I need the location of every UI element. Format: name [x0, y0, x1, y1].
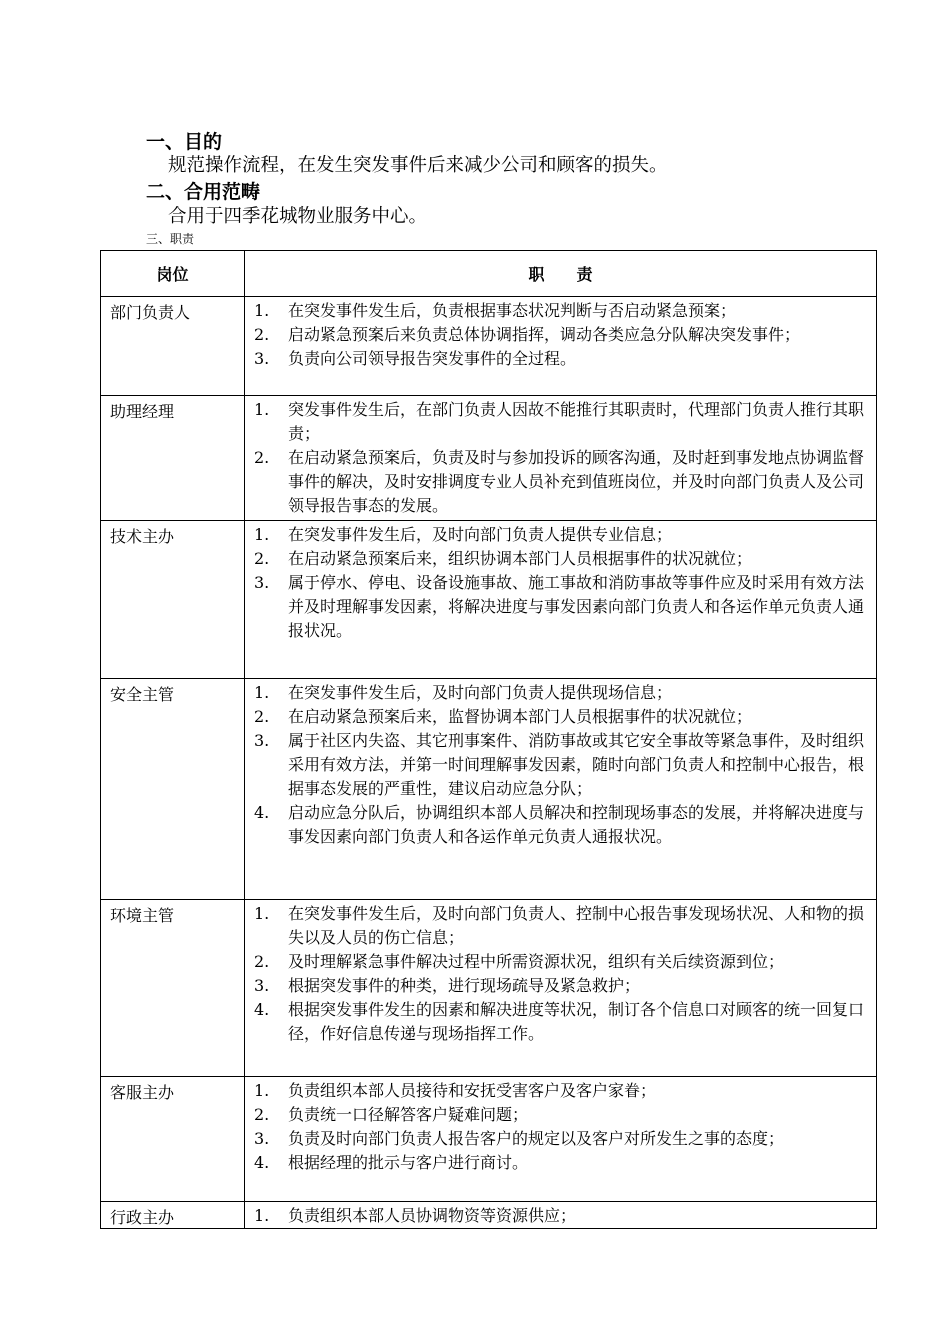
- section-1-text: 规范操作流程，在发生突发事件后来减少公司和顾客的损失。: [168, 155, 668, 176]
- list-item: 1. 在突发事件发生后，负责根据事态状况判断与否启动紧急预案；: [254, 301, 737, 320]
- list-item: 1. 负责组织本部人员接待和安抚受害客户及客户家眷；: [254, 1081, 657, 1100]
- duties-table: [100, 250, 877, 1229]
- position-cell: 环境主管: [101, 900, 245, 1077]
- table-row: [101, 396, 877, 521]
- position-cell: 安全主管: [101, 679, 245, 900]
- list-item: 3. 负责及时向部门负责人报告客户的规定以及客户对所发生之事的态度；: [254, 1129, 785, 1148]
- list-item: 2. 在启动紧急预案后，负责及时与参加投诉的顾客沟通，及时赶到事发地点协调监督事件的解决，及时安排调度专业人员补充到值班岗位，并及时向部门负责人及公司领导报告事态的发展。: [254, 448, 865, 515]
- section-3-title: 三、职责: [146, 232, 195, 246]
- list-item: 2. 启动紧急预案后来负责总体协调指挥，调动各类应急分队解决突发事件；: [254, 325, 801, 344]
- list-item: 4. 根据突发事件发生的因素和解决进度等状况，制订各个信息口对顾客的统一回复口径，作好信息传递与现场指挥工作。: [254, 1000, 865, 1043]
- list-item: 3. 根据突发事件的种类，进行现场疏导及紧急救护；: [254, 976, 641, 995]
- duties-list: [254, 1079, 868, 1175]
- list-item: 1. 在突发事件发生后，及时向部门负责人提供现场信息；: [254, 683, 673, 702]
- list-item: 2. 负责统一口径解答客户疑难问题；: [254, 1105, 529, 1124]
- position-cell: 部门负责人: [101, 297, 245, 396]
- table-row: [101, 1077, 877, 1202]
- table-row: [101, 900, 877, 1077]
- list-item: 1. 在突发事件发生后，及时向部门负责人提供专业信息；: [254, 525, 673, 544]
- list-item: 3. 负责向公司领导报告突发事件的全过程。: [254, 349, 577, 368]
- table-row: [101, 679, 877, 900]
- duties-cell: [245, 679, 877, 900]
- duties-list: [254, 398, 868, 518]
- duties-list: [254, 523, 868, 643]
- duties-cell: [245, 1202, 877, 1229]
- list-item: 2. 在启动紧急预案后来，监督协调本部门人员根据事件的状况就位；: [254, 707, 753, 726]
- list-item: 4. 启动应急分队后，协调组织本部人员解决和控制现场事态的发展，并将解决进度与事发因素向部门负责人和各运作单元负责人通报状况。: [254, 803, 865, 846]
- section-2-text: 合用于四季花城物业服务中心。: [168, 206, 428, 227]
- list-item: 1. 负责组织本部人员协调物资等资源供应；: [254, 1206, 577, 1225]
- list-item: 1. 突发事件发生后，在部门负责人因故不能推行其职责时，代理部门负责人推行其职责；: [254, 400, 865, 443]
- table-row: [101, 297, 877, 396]
- duties-list: [254, 681, 868, 849]
- table-header-row: [101, 251, 877, 297]
- duties-cell: [245, 297, 877, 396]
- position-cell: 技术主办: [101, 521, 245, 679]
- position-cell: 客服主办: [101, 1077, 245, 1202]
- position-cell: 助理经理: [101, 396, 245, 521]
- duties-list: [254, 299, 868, 371]
- list-item: 1. 在突发事件发生后，及时向部门负责人、控制中心报告事发现场状况、人和物的损失以及人员的伤亡信息；: [254, 904, 865, 947]
- table-row: [101, 1202, 877, 1229]
- section-1-title: 一、目的: [146, 131, 223, 153]
- list-item: 2. 在启动紧急预案后来，组织协调本部门人员根据事件的状况就位；: [254, 549, 753, 568]
- duties-cell: [245, 521, 877, 679]
- duties-list: [254, 902, 868, 1046]
- header-position: 岗位: [101, 251, 245, 297]
- duties-cell: [245, 900, 877, 1077]
- position-cell: 行政主办: [101, 1202, 245, 1229]
- list-item: 3. 属于停水、停电、设备设施事故、施工事故和消防事故等事件应及时采用有效方法并及时理解事发因素，将解决进度与事发因素向部门负责人和各运作单元负责人通报状况。: [254, 573, 865, 640]
- list-item: 3. 属于社区内失盗、其它刑事案件、消防事故或其它安全事故等紧急事件，及时组织采用有效方法，并第一时间理解事发因素，随时向部门负责人和控制中心报告，根据事态发展的严重性，建议启动应急分队；: [254, 731, 865, 798]
- table-row: [101, 521, 877, 679]
- duties-cell: [245, 396, 877, 521]
- header-duties: 职 责: [245, 251, 877, 297]
- section-2-title: 二、合用范畴: [146, 181, 261, 203]
- duties-list: [254, 1204, 868, 1228]
- duties-cell: [245, 1077, 877, 1202]
- list-item: 4. 根据经理的批示与客户进行商讨。: [254, 1153, 529, 1172]
- list-item: 2. 及时理解紧急事件解决过程中所需资源状况，组织有关后续资源到位；: [254, 952, 785, 971]
